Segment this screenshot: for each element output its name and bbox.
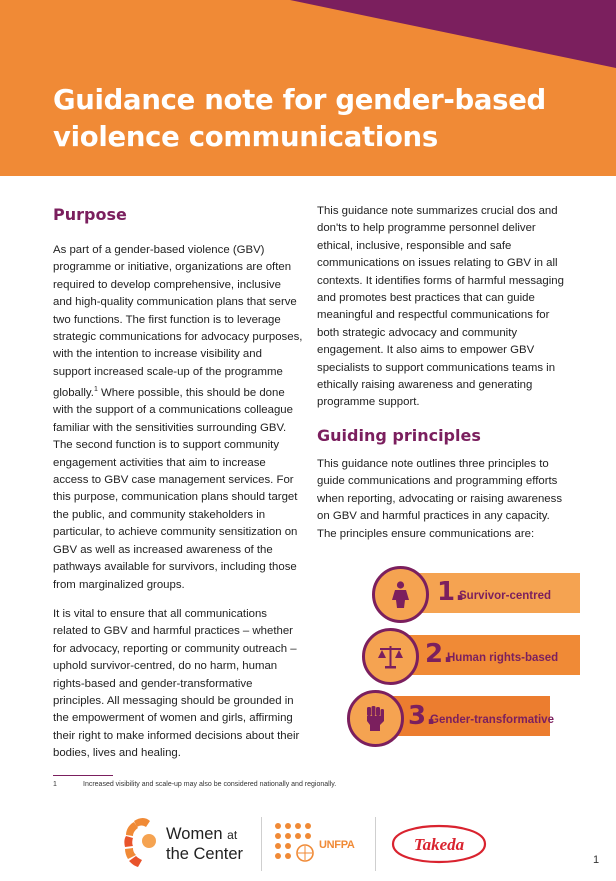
purpose-paragraph-2: It is vital to ensure that all communications related to GBV and harmful practices – whether for advocacy, reporting or community outreach – uphold survivor-centred, do no harm, human rights-based and gender-transformative principles. All messaging should be grounded in the empowerment of women and girls, affirming their right to make informed decisions about their bodies, lives and healing. <box>53 607 300 760</box>
guiding-principles-heading: Guiding principles <box>317 425 481 445</box>
footnote <box>53 780 336 790</box>
footnote-ref[interactable]: 1 <box>93 386 98 394</box>
purpose-heading: Purpose <box>53 205 127 224</box>
left-column <box>53 205 303 763</box>
principles-paragraph: This guidance note outlines three principles to guide communications and programming efforts when reporting, advocating or raising awareness on GBV and harmful practices in any capacity. The principles ensure communications are: <box>317 457 563 540</box>
principle-2-number: 2. <box>425 639 453 669</box>
header-banner <box>0 0 616 176</box>
wac-the-center: the Center <box>166 845 244 863</box>
principle-1-circle <box>372 566 429 623</box>
raised-fist-icon <box>361 704 390 733</box>
principle-3-circle <box>347 690 404 747</box>
footnote-text: Increased visibility and scale-up may also be considered nationally and regionally. <box>83 781 337 788</box>
purpose-paragraph-1-text: As part of a gender-based violence (GBV) programme or initiative, organizations are often required to develop comprehensive, inclusive and high-quality communication plans that serve two functions. The first function is to leverage strategic communications for advocacy purposes, with the intention to increase visibility and support increased scale-up of the programme globally. <box>53 244 303 400</box>
page-number: 1 <box>593 854 600 866</box>
logo-divider-2 <box>375 817 376 871</box>
principle-3-label: Gender-transformative <box>430 714 554 726</box>
principle-1-number: 1. <box>437 577 465 607</box>
person-icon <box>386 580 415 609</box>
footnote-divider <box>53 775 113 776</box>
unfpa-dots-logo-icon <box>272 821 316 867</box>
principle-1-label: Survivor-centred <box>459 590 552 602</box>
women-at-the-center-logo-icon <box>122 815 164 871</box>
wac-at: at <box>227 828 238 842</box>
right-column <box>317 203 567 543</box>
wac-women: Women <box>166 825 223 843</box>
unfpa-wordmark: UNFPA <box>319 839 355 851</box>
principle-2-label: Human rights-based <box>447 652 559 664</box>
footnote-number: 1 <box>53 781 57 788</box>
principle-3-number: 3. <box>408 701 436 731</box>
justice-scales-icon <box>376 642 405 671</box>
logo-divider-1 <box>261 817 262 871</box>
page-title: Guidance note for gender-based violence communications <box>53 84 546 153</box>
intro-paragraph: This guidance note summarizes crucial dos and don'ts to help programme personnel deliver ethical, inclusive, responsible and safe communications on issues relating to GBV in all contexts. It identifies forms of harmful messaging and promotes best practices that can guide meaningful and respectful communications for both strategic advocacy and community engagement. It also aims to empower GBV specialists to support communications teams in ethically raising awareness and generating programme support. <box>317 205 564 409</box>
takeda-wordmark: Takeda <box>413 835 465 854</box>
takeda-logo <box>389 823 489 865</box>
principle-2-circle <box>362 628 419 685</box>
purpose-paragraph-1-cont: Where possible, this should be done with the support of a communications colleague familiar with the sensitivities surrounding GBV. The second function is to support community engagement activities that aim to increase access to GBV case management services. For this purpose, communication plans should target the public, and community stakeholders in particular, to achieve community sensitization on GBV as well as increased awareness of the pathways available for survivors, including those from marginalized groups. <box>53 387 298 591</box>
women-at-the-center-wordmark <box>166 825 243 864</box>
footer-logos <box>0 805 616 881</box>
principles-graphic <box>345 566 580 746</box>
purpose-paragraph-1 <box>53 242 303 594</box>
